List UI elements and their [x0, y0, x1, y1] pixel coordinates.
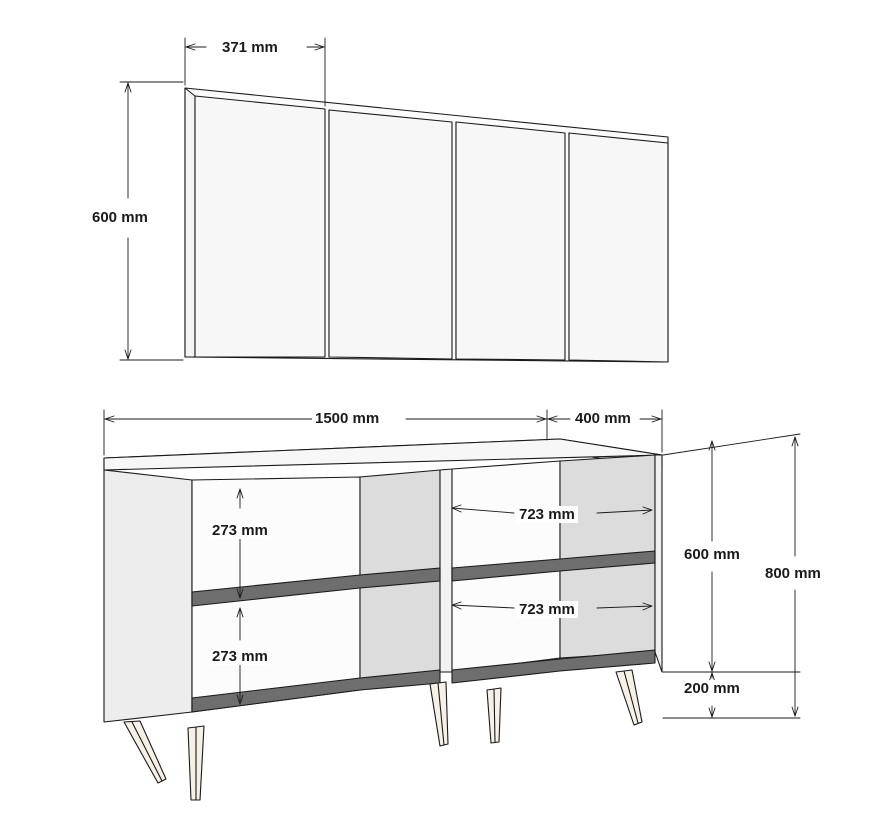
dim-shelf-left-lower: 273 mm [209, 648, 271, 665]
dim-shelf-left-upper: 273 mm [209, 522, 271, 539]
dim-total-height: 800 mm [762, 565, 824, 582]
dim-door-width: 371 mm [219, 39, 281, 56]
dim-shelf-right-upper: 723 mm [516, 506, 578, 523]
dim-right-section: 400 mm [572, 410, 634, 427]
door-panels-view [185, 88, 668, 362]
dim-cabinet-width: 1500 mm [312, 410, 382, 427]
dim-shelf-right-lower: 723 mm [516, 601, 578, 618]
dim-body-height: 600 mm [681, 546, 743, 563]
dim-leg-height: 200 mm [681, 680, 743, 697]
dim-door-height: 600 mm [89, 209, 151, 226]
cabinet-view [104, 439, 662, 800]
